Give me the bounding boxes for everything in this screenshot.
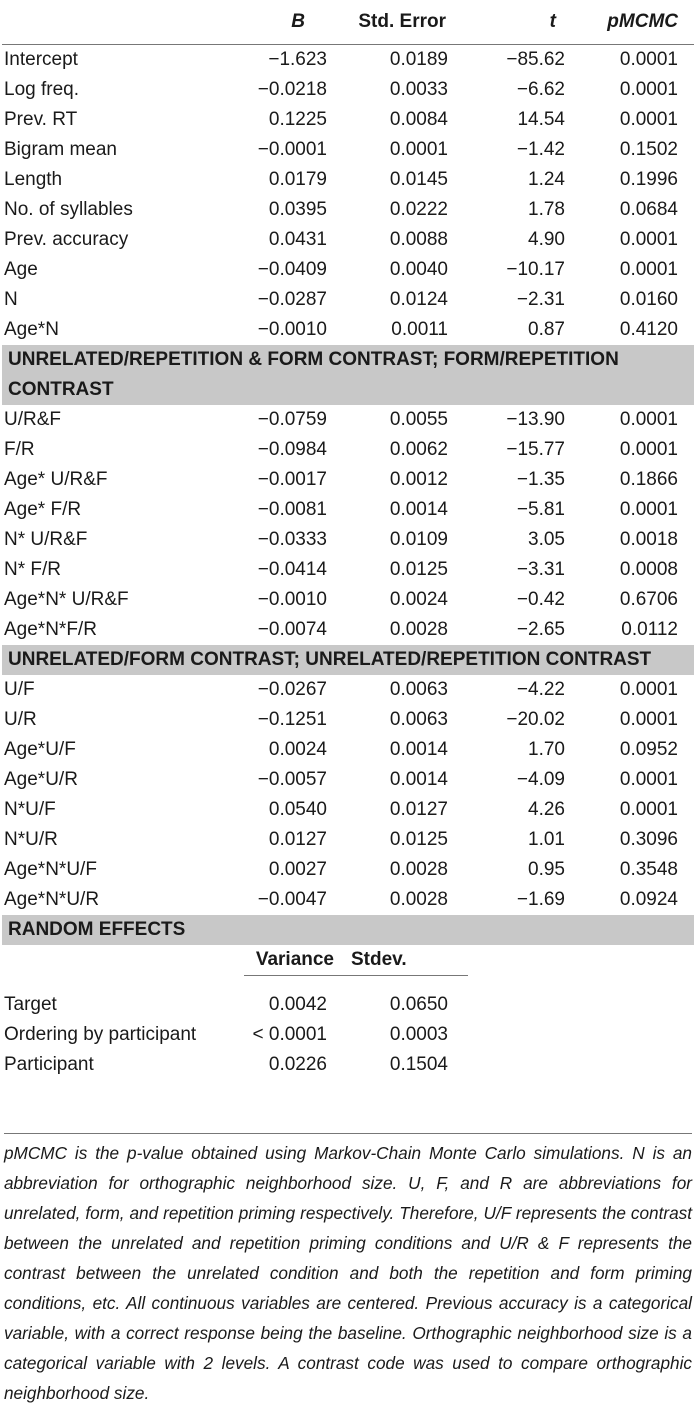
table-row	[2, 465, 694, 495]
header-pmcmc: pMCMC	[586, 0, 694, 45]
pmcmc-value: 0.0160	[619, 289, 678, 310]
table-row	[2, 315, 694, 345]
std-error-value: 0.0109	[389, 529, 448, 550]
std-error-value: 0.0011	[391, 319, 448, 340]
std-error-value: 0.0024	[389, 589, 448, 610]
t-value: −2.65	[516, 619, 565, 640]
pmcmc-value: 0.0001	[619, 49, 678, 70]
pmcmc-value: 0.0001	[619, 229, 678, 250]
t-value: 1.24	[528, 169, 565, 190]
t-value: −20.02	[506, 709, 565, 730]
t-value: −0.42	[516, 589, 565, 610]
pmcmc-value: 0.1502	[619, 139, 678, 160]
random-effects-column-header	[2, 945, 694, 976]
row-label: Age*N*U/R	[4, 889, 100, 910]
pmcmc-value: 0.0001	[619, 709, 678, 730]
table-row	[2, 405, 694, 435]
t-value: −5.81	[516, 499, 565, 520]
b-value: −0.0414	[257, 559, 327, 580]
b-value: −0.0409	[257, 259, 327, 280]
t-value: −2.31	[516, 289, 565, 310]
std-error-value: 0.0014	[389, 499, 448, 520]
b-value: −0.0287	[257, 289, 327, 310]
table-row	[2, 855, 694, 885]
std-error-value: 0.0014	[389, 769, 448, 790]
t-value: 1.01	[528, 829, 565, 850]
row-label: U/R&F	[4, 409, 61, 430]
t-value: 1.78	[528, 199, 565, 220]
row-label: Prev. accuracy	[4, 229, 129, 250]
random-effects-title: RANDOM EFFECTS	[2, 915, 694, 945]
table-row	[2, 735, 694, 765]
row-label: Age*U/R	[4, 769, 78, 790]
pmcmc-value: 0.0924	[619, 889, 678, 910]
pmcmc-value: 0.0952	[619, 739, 678, 760]
pmcmc-value: 0.0112	[621, 619, 678, 640]
t-value: 1.70	[528, 739, 565, 760]
row-label: Intercept	[4, 49, 78, 70]
std-error-value: 0.0124	[389, 289, 448, 310]
table-row	[2, 255, 694, 285]
b-value: −0.0001	[257, 139, 327, 160]
std-error-value: 0.0055	[389, 409, 448, 430]
row-label: N*U/R	[4, 829, 58, 850]
table-row	[2, 45, 694, 76]
b-value: 0.0024	[268, 739, 327, 760]
b-value: −0.0047	[257, 889, 327, 910]
pmcmc-value: 0.6706	[619, 589, 678, 610]
pmcmc-value: 0.0008	[619, 559, 678, 580]
pmcmc-value: 0.0018	[619, 529, 678, 550]
b-value: −0.0057	[257, 769, 327, 790]
std-error-value: 0.0125	[389, 829, 448, 850]
t-value: 0.87	[528, 319, 565, 340]
random-effect-label: Participant	[4, 1054, 94, 1075]
header-label	[2, 0, 244, 45]
random-effect-label: Target	[4, 994, 57, 1015]
pmcmc-value: 0.0001	[619, 409, 678, 430]
row-label: N* F/R	[4, 559, 61, 580]
std-error-value: 0.0127	[389, 799, 448, 820]
table-row	[2, 435, 694, 465]
row-label: U/R	[4, 709, 37, 730]
b-value: −0.0984	[257, 439, 327, 460]
table-row	[2, 165, 694, 195]
t-value: −1.42	[516, 139, 565, 160]
random-effects-body	[2, 990, 694, 1080]
row-label: Log freq.	[4, 79, 79, 100]
std-error-value: 0.0012	[389, 469, 448, 490]
table-row	[2, 105, 694, 135]
std-error-value: 0.0063	[389, 679, 448, 700]
row-label: Bigram mean	[4, 139, 117, 160]
b-value: −0.0218	[257, 79, 327, 100]
row-label: Age*N*F/R	[4, 619, 97, 640]
pmcmc-value: 0.1996	[619, 169, 678, 190]
t-value: −1.35	[516, 469, 565, 490]
std-error-value: 0.0028	[389, 859, 448, 880]
t-value: 14.54	[517, 109, 565, 130]
header-stdev: Stdev.	[338, 945, 468, 976]
table-row	[2, 135, 694, 165]
table-row	[2, 195, 694, 225]
section1-body	[2, 405, 694, 645]
std-error-value: 0.0222	[389, 199, 448, 220]
section1-title: UNRELATED/REPETITION & FORM CONTRAST; FORM/REPETITION CONTRAST	[2, 345, 694, 405]
t-value: −1.69	[516, 889, 565, 910]
results-table	[2, 0, 694, 1080]
pmcmc-value: 0.0001	[619, 439, 678, 460]
pmcmc-value: 0.4120	[619, 319, 678, 340]
row-label: N* U/R&F	[4, 529, 88, 550]
variance-value: 0.0226	[268, 1054, 327, 1075]
t-value: −10.17	[506, 259, 565, 280]
table-row	[2, 495, 694, 525]
b-value: 0.0027	[268, 859, 327, 880]
row-label: N	[4, 289, 18, 310]
t-value: −85.62	[506, 49, 565, 70]
row-label: Age*U/F	[4, 739, 76, 760]
pmcmc-value: 0.0001	[619, 79, 678, 100]
row-label: Age*N* U/R&F	[4, 589, 129, 610]
b-value: −0.0010	[257, 319, 327, 340]
pmcmc-value: 0.0001	[619, 679, 678, 700]
row-label: Age*N	[4, 319, 59, 340]
random-effect-row	[2, 1050, 694, 1080]
pmcmc-value: 0.3096	[619, 829, 678, 850]
b-value: −0.0081	[257, 499, 327, 520]
std-error-value: 0.0189	[389, 49, 448, 70]
table-footnote: pMCMC is the p-value obtained using Markov-Chain Monte Carlo simulations. N is an abbreviation for orthographic neighborhood size. U, F, and R are abbreviations for unrelated, form, and repetition priming respectively. Therefore, U/F represents the contrast between the unrelated and repetition priming conditions and U/R & F represents the contrast between the unrelated condition and both the repetition and form priming conditions, etc. All continuous variables are centered. Previous accuracy is a categorical variable, with a correct response being the baseline. Orthographic neighborhood size is a categorical variable with 2 levels. A contrast code was used to compare orthographic neighborhood size.	[4, 1133, 692, 1408]
table-row	[2, 525, 694, 555]
pmcmc-value: 0.0001	[619, 769, 678, 790]
std-error-value: 0.0125	[389, 559, 448, 580]
section1-header	[2, 345, 694, 405]
b-value: −0.0267	[257, 679, 327, 700]
std-error-value: 0.0033	[389, 79, 448, 100]
section2-title: UNRELATED/FORM CONTRAST; UNRELATED/REPETITION CONTRAST	[2, 645, 694, 675]
row-label: Length	[4, 169, 63, 190]
stdev-value: 0.1504	[389, 1054, 448, 1075]
b-value: −0.0074	[257, 619, 327, 640]
b-value: −0.1251	[257, 709, 327, 730]
pmcmc-value: 0.0001	[619, 259, 678, 280]
random-effects-header	[2, 915, 694, 990]
row-label: No. of syllables	[4, 199, 133, 220]
table-row	[2, 675, 694, 705]
table-row	[2, 795, 694, 825]
row-label: N*U/F	[4, 799, 56, 820]
t-value: −15.77	[506, 439, 565, 460]
header-variance: Variance	[244, 945, 338, 976]
b-value: −0.0333	[257, 529, 327, 550]
t-value: 4.26	[528, 799, 565, 820]
t-value: −4.22	[516, 679, 565, 700]
std-error-value: 0.0145	[389, 169, 448, 190]
table-row	[2, 585, 694, 615]
b-value: −0.0759	[257, 409, 327, 430]
std-error-value: 0.0062	[389, 439, 448, 460]
random-effect-row	[2, 990, 694, 1020]
row-label: Age* U/R&F	[4, 469, 108, 490]
table-row	[2, 225, 694, 255]
table-row	[2, 885, 694, 915]
t-value: 0.95	[528, 859, 565, 880]
row-label: Prev. RT	[4, 109, 78, 130]
variance-value: < 0.0001	[252, 1024, 327, 1045]
b-value: 0.0395	[268, 199, 327, 220]
b-value: −0.0017	[257, 469, 327, 490]
random-effect-label: Ordering by participant	[4, 1024, 197, 1045]
row-label: Age* F/R	[4, 499, 82, 520]
t-value: −3.31	[516, 559, 565, 580]
std-error-value: 0.0014	[389, 739, 448, 760]
t-value: −6.62	[516, 79, 565, 100]
t-value: −4.09	[516, 769, 565, 790]
b-value: −1.623	[268, 49, 327, 70]
row-label: Age*N*U/F	[4, 859, 97, 880]
header-t: t	[468, 0, 586, 45]
random-effect-row	[2, 1020, 694, 1050]
table-row	[2, 75, 694, 105]
std-error-value: 0.0028	[389, 889, 448, 910]
b-value: 0.0431	[268, 229, 327, 250]
pmcmc-value: 0.0001	[619, 799, 678, 820]
table-row	[2, 825, 694, 855]
std-error-value: 0.0001	[389, 139, 448, 160]
b-value: 0.1225	[268, 109, 327, 130]
table-row	[2, 555, 694, 585]
t-value: 4.90	[528, 229, 565, 250]
stdev-value: 0.0650	[389, 994, 448, 1015]
std-error-value: 0.0040	[389, 259, 448, 280]
std-error-value: 0.0084	[389, 109, 448, 130]
variance-value: 0.0042	[268, 994, 327, 1015]
pmcmc-value: 0.0684	[619, 199, 678, 220]
header-std-error: Std. Error	[338, 0, 468, 45]
table-header-row	[2, 0, 694, 45]
table-row	[2, 765, 694, 795]
table-row	[2, 615, 694, 645]
b-value: 0.0127	[268, 829, 327, 850]
t-value: 3.05	[528, 529, 565, 550]
pmcmc-value: 0.0001	[619, 499, 678, 520]
b-value: 0.0179	[268, 169, 327, 190]
fixed-effects-body	[2, 45, 694, 346]
t-value: −13.90	[506, 409, 565, 430]
b-value: 0.0540	[268, 799, 327, 820]
std-error-value: 0.0063	[389, 709, 448, 730]
b-value: −0.0010	[257, 589, 327, 610]
std-error-value: 0.0028	[389, 619, 448, 640]
section2-body	[2, 675, 694, 915]
row-label: Age	[4, 259, 38, 280]
stdev-value: 0.0003	[389, 1024, 448, 1045]
table-row	[2, 285, 694, 315]
pmcmc-value: 0.0001	[619, 109, 678, 130]
table-row	[2, 705, 694, 735]
row-label: U/F	[4, 679, 35, 700]
header-b: B	[244, 0, 338, 45]
std-error-value: 0.0088	[389, 229, 448, 250]
section2-header	[2, 645, 694, 675]
pmcmc-value: 0.1866	[619, 469, 678, 490]
row-label: F/R	[4, 439, 35, 460]
pmcmc-value: 0.3548	[619, 859, 678, 880]
